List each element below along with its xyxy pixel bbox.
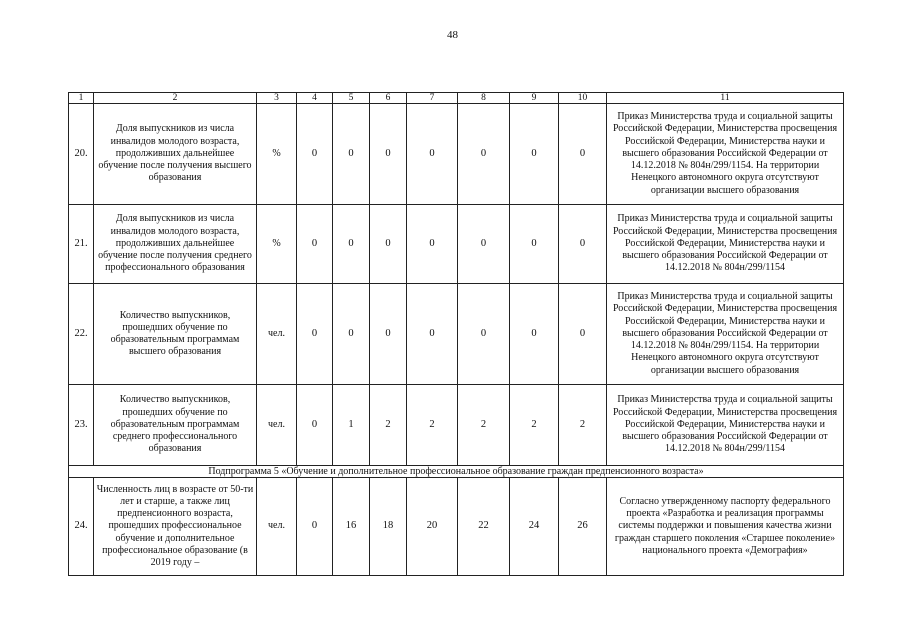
value-cell: 0 <box>297 284 333 385</box>
table-row <box>69 104 844 205</box>
value-cell: 0 <box>458 104 510 205</box>
unit-cell: % <box>257 205 297 284</box>
value-cell: 0 <box>559 104 607 205</box>
value-cell: 0 <box>407 284 458 385</box>
row-number: 22. <box>69 284 94 385</box>
indicator-name: Количество выпускников, прошедших обучение по образовательным программам высшего образования <box>94 284 257 385</box>
table-row <box>69 478 844 576</box>
column-header: 1 <box>69 93 94 104</box>
indicator-name: Численность лиц в возрасте от 50-ти лет и старше, а также лиц предпенсионного возраста, прошедших профессиональное обучение и дополнительное профессиональное образование (в 2019 году – <box>94 478 257 576</box>
column-header: 11 <box>607 93 844 104</box>
value-cell: 0 <box>510 104 559 205</box>
value-cell: 2 <box>510 385 559 466</box>
page-number: 48 <box>447 29 458 41</box>
column-header: 6 <box>370 93 407 104</box>
row-number: 23. <box>69 385 94 466</box>
value-cell: 0 <box>458 205 510 284</box>
value-cell: 0 <box>333 205 370 284</box>
indicators-table <box>68 92 844 576</box>
value-cell: 0 <box>297 385 333 466</box>
value-cell: 0 <box>370 284 407 385</box>
column-header: 9 <box>510 93 559 104</box>
column-header: 5 <box>333 93 370 104</box>
source-cell: Согласно утвержденному паспорту федерального проекта «Разработка и реализация программы системы поддержки и повышения качества жизни граждан старшего поколения «Старшее поколение» национального проекта «Демография» <box>607 478 844 576</box>
value-cell: 22 <box>458 478 510 576</box>
unit-cell: чел. <box>257 478 297 576</box>
source-cell: Приказ Министерства труда и социальной защиты Российской Федерации, Министерства просвещения Российской Федерации, Министерства науки и высшего образования Российской Федерации от 14.12.2018 № 804н/299/1154 <box>607 385 844 466</box>
column-header: 2 <box>94 93 257 104</box>
value-cell: 0 <box>559 284 607 385</box>
row-number: 24. <box>69 478 94 576</box>
value-cell: 2 <box>559 385 607 466</box>
indicator-name: Количество выпускников, прошедших обучение по образовательным программам среднего профессионального образования <box>94 385 257 466</box>
value-cell: 0 <box>510 284 559 385</box>
value-cell: 0 <box>333 104 370 205</box>
column-header: 4 <box>297 93 333 104</box>
value-cell: 0 <box>370 205 407 284</box>
value-cell: 2 <box>407 385 458 466</box>
source-cell: Приказ Министерства труда и социальной защиты Российской Федерации, Министерства просвещения Российской Федерации, Министерства науки и высшего образования Российской Федерации от 14.12.2018 № 804н/299/1154 <box>607 205 844 284</box>
value-cell: 0 <box>407 205 458 284</box>
table-header-row <box>69 93 844 104</box>
subprogram-title: Подпрограмма 5 «Обучение и дополнительное профессиональное образование граждан предпенсионного возраста» <box>69 466 844 478</box>
column-header: 3 <box>257 93 297 104</box>
unit-cell: чел. <box>257 385 297 466</box>
value-cell: 20 <box>407 478 458 576</box>
value-cell: 0 <box>559 205 607 284</box>
value-cell: 2 <box>458 385 510 466</box>
subprogram-row <box>69 466 844 478</box>
value-cell: 0 <box>370 104 407 205</box>
value-cell: 16 <box>333 478 370 576</box>
row-number: 21. <box>69 205 94 284</box>
column-header: 8 <box>458 93 510 104</box>
value-cell: 1 <box>333 385 370 466</box>
value-cell: 0 <box>297 104 333 205</box>
column-header: 10 <box>559 93 607 104</box>
indicator-name: Доля выпускников из числа инвалидов молодого возраста, продолживших дальнейшее обучение после получения среднего профессионального образования <box>94 205 257 284</box>
unit-cell: чел. <box>257 284 297 385</box>
value-cell: 0 <box>510 205 559 284</box>
unit-cell: % <box>257 104 297 205</box>
indicator-name: Доля выпускников из числа инвалидов молодого возраста, продолживших дальнейшее обучение после получения высшего образования <box>94 104 257 205</box>
value-cell: 0 <box>297 205 333 284</box>
value-cell: 0 <box>333 284 370 385</box>
source-cell: Приказ Министерства труда и социальной защиты Российской Федерации, Министерства просвещения Российской Федерации, Министерства науки и высшего образования Российской Федерации от 14.12.2018 № 804н/299/1154. На территории Ненецкого автономного округа отсутствуют организации высшего образования <box>607 104 844 205</box>
value-cell: 2 <box>370 385 407 466</box>
table-row <box>69 205 844 284</box>
value-cell: 26 <box>559 478 607 576</box>
value-cell: 24 <box>510 478 559 576</box>
value-cell: 18 <box>370 478 407 576</box>
table-row <box>69 284 844 385</box>
value-cell: 0 <box>297 478 333 576</box>
value-cell: 0 <box>458 284 510 385</box>
column-header: 7 <box>407 93 458 104</box>
source-cell: Приказ Министерства труда и социальной защиты Российской Федерации, Министерства просвещения Российской Федерации, Министерства науки и высшего образования Российской Федерации от 14.12.2018 № 804н/299/1154. На территории Ненецкого автономного округа отсутствуют организации высшего образования <box>607 284 844 385</box>
table-row <box>69 385 844 466</box>
value-cell: 0 <box>407 104 458 205</box>
row-number: 20. <box>69 104 94 205</box>
